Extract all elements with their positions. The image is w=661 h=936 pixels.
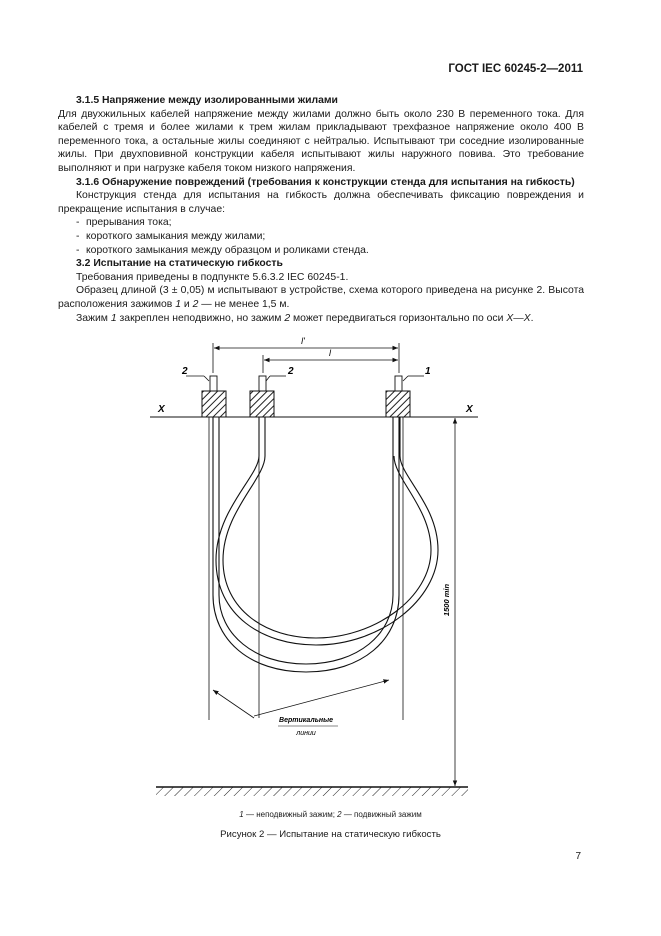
clamp-ref-1: 1 xyxy=(110,312,117,324)
dim-l-label: l xyxy=(329,348,331,358)
page-number: 7 xyxy=(575,851,581,862)
dimension-l-prime xyxy=(213,336,399,373)
clamp-blocks xyxy=(202,391,410,417)
section-3-2-title: 3.2 Испытание на статическую гибкость xyxy=(76,258,283,270)
p2-and: и xyxy=(183,298,190,310)
legend-text-2: — подвижный зажим xyxy=(341,810,422,819)
p2-text: Образец длиной (3 ± 0,05) м испытывают в устройстве, схема которого приведена на рисунке 2. Высота расположения зажимов xyxy=(58,285,584,310)
list-item xyxy=(76,244,584,258)
figure-legend xyxy=(0,810,661,819)
movable-clamp-2-a xyxy=(202,391,226,417)
dimension-l xyxy=(263,348,398,373)
list-item-text: короткого замыкания между жилами; xyxy=(86,230,266,242)
section-3-1-6-title: 3.1.6 Обнаружение повреждений (требования к конструкции стенда для испытания на гибкость) xyxy=(76,176,575,188)
clamp-stems xyxy=(210,376,402,391)
section-3-1-5-title: 3.1.5 Напряжение между изолированными жилами xyxy=(76,95,338,106)
fixed-clamp-1 xyxy=(386,391,410,417)
section-3-2-p1: Требования приведены в подпункте 5.6.3.2 IEC 60245-1. xyxy=(76,271,349,283)
document-header: ГОСТ IEC 60245-2—2011 xyxy=(448,63,583,75)
list-dash: - xyxy=(76,230,80,242)
list-dash: - xyxy=(76,217,80,229)
axis-x-x xyxy=(150,404,478,417)
p2-end: — не менее 1,5 м. xyxy=(201,298,290,310)
document-body xyxy=(58,94,584,325)
clamp-label-2: 2 xyxy=(288,366,294,377)
cable-loop-inner xyxy=(216,417,438,645)
axis-label-right: X xyxy=(466,404,473,415)
section-3-1-6-text: Конструкция стенда для испытания на гибкость должна обеспечивать фиксацию повреждения и прекращение испытания в случае: xyxy=(58,190,584,215)
ground xyxy=(156,787,468,796)
section-3-2-p3 xyxy=(58,312,584,326)
p3-b: закреплен неподвижно, но зажим xyxy=(119,312,282,324)
p3-c: может передвигаться горизонтально по оси xyxy=(293,312,504,324)
clamp-ref-2: 2 xyxy=(192,298,199,310)
list-dash: - xyxy=(76,244,80,256)
list-item xyxy=(76,216,584,230)
clamp-ref-1: 1 xyxy=(175,298,181,310)
legend-text-1: — неподвижный зажим; xyxy=(243,810,338,819)
section-3-1-5-text: Для двухжильных кабелей напряжение между жилами должно быть около 230 В переменного тока. Для кабелей с тремя и более жилами к трем жилам прикладывают трехфазное напряжение около 400 В переменного тока, а остальные жилы соединяют с нейтралью. Испытывают три соседние изолированные жилы. При двухповивной конструкции кабеля испытывают жилы наружного повива. Это требование выполняют и при нагрузке кабеля током низкого напряжения. xyxy=(58,108,584,174)
list-item-text: короткого замыкания между образцом и роликами стенда. xyxy=(86,244,369,256)
list-item xyxy=(76,230,584,244)
height-dimension xyxy=(418,417,460,786)
vertical-reference-lines xyxy=(209,417,403,720)
verticals-label-1: Вертикальные xyxy=(279,717,333,724)
clamp-label-2: 2 xyxy=(182,366,188,377)
legend-num-1: 1 xyxy=(239,810,244,819)
figure-caption: Рисунок 2 — Испытание на статическую гибкость xyxy=(220,829,441,840)
clamp-label-1: 1 xyxy=(425,366,431,377)
list-item-text: прерывания тока; xyxy=(86,217,172,229)
verticals-callout xyxy=(213,680,389,737)
axis-label-left: X xyxy=(158,404,165,415)
movable-clamp-2-b xyxy=(250,391,274,417)
height-label: 1500 min xyxy=(442,583,451,617)
p3-a: Зажим xyxy=(76,312,108,324)
legend-num-2: 2 xyxy=(337,810,342,819)
clamp-ref-2: 2 xyxy=(284,312,291,324)
clamp-labels xyxy=(181,366,431,381)
p3-end: . xyxy=(530,312,534,324)
axis-ref: X—X xyxy=(506,312,531,324)
section-3-2-p2 xyxy=(58,284,584,311)
dim-l-prime-label: l' xyxy=(301,336,305,346)
static-flex-test-diagram xyxy=(0,330,661,810)
verticals-label-2: линии xyxy=(296,730,316,737)
